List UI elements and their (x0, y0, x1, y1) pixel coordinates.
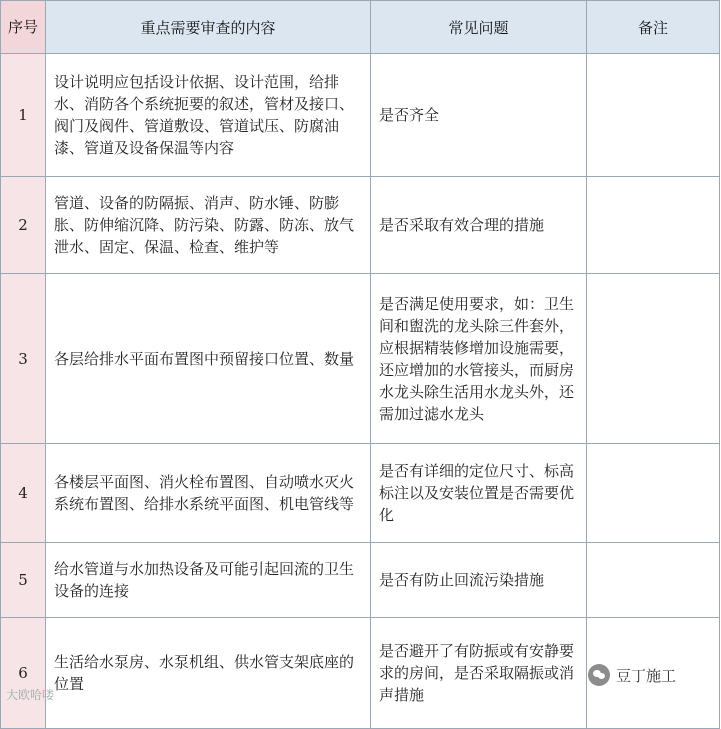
row-no: 6 (1, 618, 46, 729)
row-content: 管道、设备的防隔振、消声、防水锤、防膨胀、防伸缩沉降、防污染、防露、防冻、放气泄水、固定、保温、检查、维护等 (46, 177, 371, 274)
row-issue: 是否采取有效合理的措施 (371, 177, 587, 274)
row-note (587, 177, 720, 274)
row-no: 4 (1, 444, 46, 543)
row-issue: 是否满足使用要求，如：卫生间和盥洗的龙头除三件套外，应根据精装修增加设施需要，还应增加的水管接头，而厨房水龙头除生活用水龙头外，还需加过滤水龙头 (371, 274, 587, 444)
row-issue: 是否齐全 (371, 54, 587, 177)
row-content: 设计说明应包括设计依据、设计范围，给排水、消防各个系统扼要的叙述，管材及接口、阀门及阀件、管道敷设、管道试压、防腐油漆、管道及设备保温等内容 (46, 54, 371, 177)
watermark-left-text: 大欧哈喽 (6, 688, 55, 702)
row-issue: 是否有详细的定位尺寸、标高标注以及安装位置是否需要优化 (371, 444, 587, 543)
row-content: 各楼层平面图、消火栓布置图、自动喷水灭火系统布置图、给排水系统平面图、机电管线等 (46, 444, 371, 543)
row-content: 生活给水泵房、水泵机组、供水管支架底座的位置 (46, 618, 371, 729)
row-no: 5 (1, 543, 46, 618)
wechat-icon (588, 664, 610, 686)
table-row (1, 543, 720, 618)
table-row (1, 177, 720, 274)
row-issue: 是否避开了有防振或有安静要求的房间，是否采取隔振或消声措施 (371, 618, 587, 729)
watermark-right (588, 664, 676, 686)
row-no: 2 (1, 177, 46, 274)
header-issue: 常见问题 (371, 1, 587, 54)
header-no: 序号 (1, 1, 46, 54)
table-header-row (1, 1, 720, 54)
row-note (587, 444, 720, 543)
row-no: 3 (1, 274, 46, 444)
table-row (1, 444, 720, 543)
table-row (1, 54, 720, 177)
row-content: 给水管道与水加热设备及可能引起回流的卫生设备的连接 (46, 543, 371, 618)
row-note (587, 54, 720, 177)
row-note (587, 274, 720, 444)
row-note (587, 543, 720, 618)
watermark-right-text: 豆丁施工 (616, 666, 677, 685)
header-content: 重点需要审查的内容 (46, 1, 371, 54)
row-no: 1 (1, 54, 46, 177)
header-note: 备注 (587, 1, 720, 54)
row-content: 各层给排水平面布置图中预留接口位置、数量 (46, 274, 371, 444)
watermark-left (6, 686, 54, 703)
row-issue: 是否有防止回流污染措施 (371, 543, 587, 618)
table-row (1, 274, 720, 444)
